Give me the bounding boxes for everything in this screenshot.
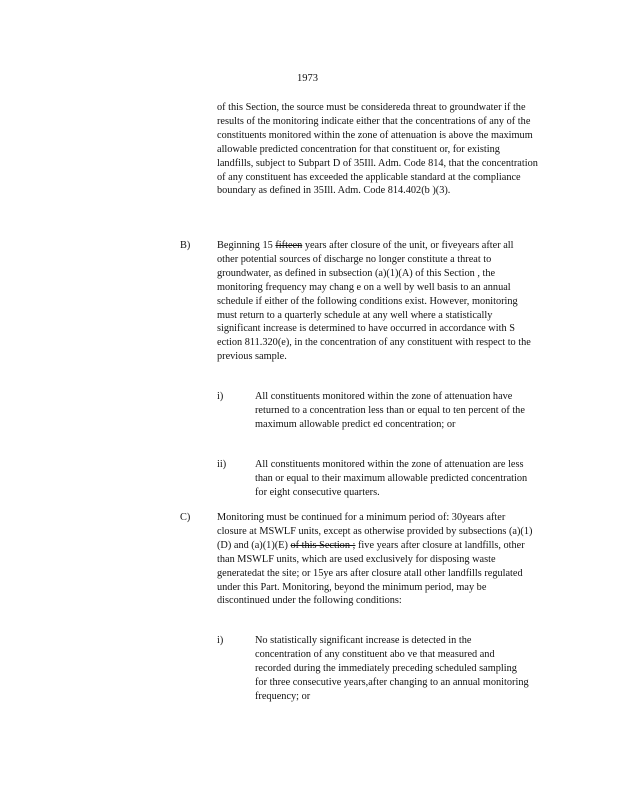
item-c-deleted-text: of this Section ; [290,539,356,551]
item-c-label: C) [180,512,191,523]
item-c-i-label: i) [217,635,224,646]
item-c-text-start: Monitoring must be continued for a minimum period of: 30years after closure at MSWLF units, except as otherwise provided by subsections (a)(1)(D) and (a)(1)(E) [217,512,533,551]
item-c-text-end: five years after closure at landfills, other than MSWLF units, which are used exclusively for disposing waste generatedat the site; or 15ye ars after closure atall other landfills regulated under this Part. Monitoring, beyond the minimum period, may be discontinued under the following conditions: [217,539,525,607]
item-b-i-paragraph: All constituents monitored within the zone of attenuation have returned to a concentration less than or equal to ten percent of the maximum allowable predict ed concentration; or [255,391,525,430]
item-b-ii-paragraph: All constituents monitored within the zone of attenuation are less than or equal to their maximum allowable predicted concentration for eight consecutive quarters. [255,459,528,498]
item-b-deleted-text: fifteen [275,240,303,251]
item-b-text-end: years after closure of the unit, or fiveyears after all other potential sources of discharge no longer constitute a threat to groundwater, as defined in subsection (a)(1)(A) of this Section , the monitoring frequency may chang e on a well by well basis to an annual schedule if either of the following conditions exist. However, monitoring must return to a quarterly schedule at any well where a statistically significant increase is determined to have occurred in accordance with S ection 811.320(e), in the concentration of any constituent with respect to the previous sample. [217,240,531,363]
item-c-i-paragraph: No statistically significant increase is detected in the concentration of any constituent abo ve that measured and recorded during the immediately preceding scheduled sampling for three consecutive years,after changing to an annual monitoring frequency; or [255,635,529,702]
page-number: 1973 [297,73,318,84]
item-b-i-label: i) [217,391,224,402]
item-c-paragraph [217,511,535,608]
item-b-ii-label: ii) [217,459,227,470]
item-b-text-start: Beginning 15 [217,240,273,251]
item-b-paragraph [217,239,535,364]
item-b-label: B) [180,240,191,251]
continuation-paragraph: of this Section, the source must be considereda threat to groundwater if the results of the monitoring indicate either that the concentrations of any of the constituents monitored within the zone of attenuation is above the maximum allowable predicted concentration for that constituent or, for existing landfills, subject to Subpart D of 35Ill. Adm. Code 814, that the concentration of any constituent has exceeded the applicable standard at the compliance boundary as defined in 35Ill. Adm. Code 814.402(b )(3). [217,102,538,197]
